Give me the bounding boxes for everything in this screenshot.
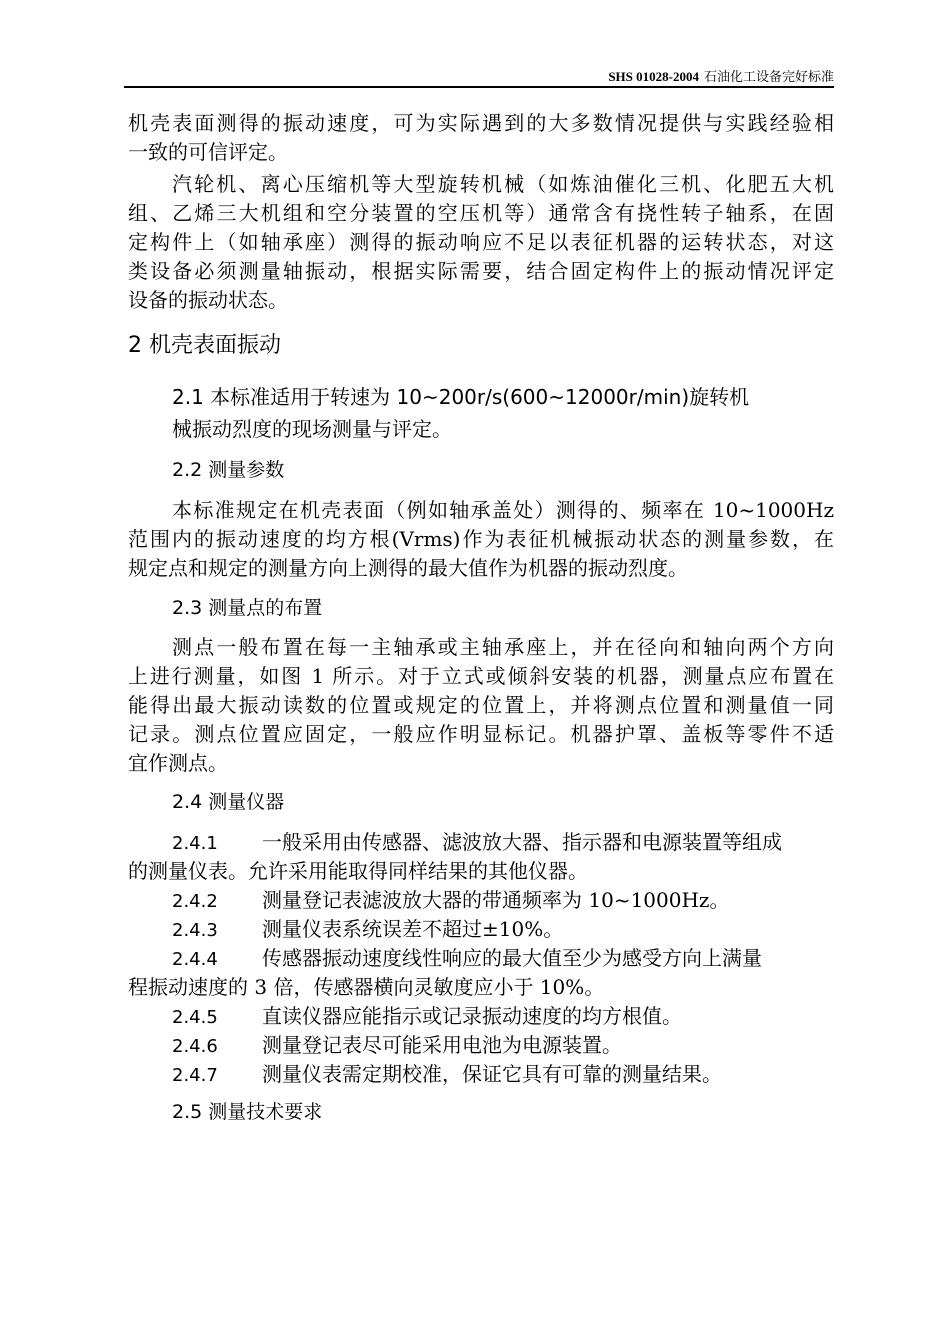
body-line: 组、乙烯三大机组和空分装置的空压机等）通常含有挠性转子轴系，在固 (128, 201, 834, 225)
standard-code: SHS 01028-2004 (608, 69, 699, 84)
subsection-heading-2-2: 2.2 测量参数 (172, 459, 285, 481)
clause-text: 测量仪表系统误差不超过±10%。 (262, 917, 564, 941)
body-line: 本标准规定在机壳表面（例如轴承盖处）测得的、频率在 10~1000Hz (172, 498, 834, 522)
clause-number: 2.4.6 (172, 1036, 218, 1057)
clause-number: 2.4.4 (172, 949, 218, 970)
clause-2-4-3 (172, 915, 834, 945)
clause-text: 直读仪器应能指示或记录振动速度的均方根值。 (262, 1004, 682, 1028)
body-line: 规定点和规定的测量方向上测得的最大值作为机器的振动烈度。 (128, 556, 688, 580)
body-line: 范围内的振动速度的均方根(Vrms)作为表征机械振动状态的测量参数，在 (128, 527, 834, 551)
body-line: 机壳表面测得的振动速度，可为实际遇到的大多数情况提供与实践经验相 (128, 111, 834, 135)
clause-number: 2.4.1 (172, 833, 218, 854)
clause-text: 测量登记表尽可能采用电池为电源装置。 (262, 1033, 622, 1057)
clause-number: 2.4.7 (172, 1065, 218, 1086)
clause-text: 传感器振动速度线性响应的最大值至少为感受方向上满量 (262, 946, 762, 970)
body-line: 宜作测点。 (128, 751, 228, 775)
body-line: 定构件上（如轴承座）测得的振动响应不足以表征机器的运转状态，对这 (128, 230, 834, 254)
body-line: 的测量仪表。允许采用能取得同样结果的其他仪器。 (128, 859, 588, 883)
clause-2-4-5 (172, 1002, 834, 1032)
clause-number: 2.4.3 (172, 920, 218, 941)
body-line: 上进行测量，如图 1 所示。对于立式或倾斜安装的机器，测量点应布置在 (128, 664, 834, 688)
body-line: 汽轮机、离心压缩机等大型旋转机械（如炼油催化三机、化肥五大机 (172, 172, 834, 196)
clause-text: 测量仪表需定期校准，保证它具有可靠的测量结果。 (262, 1062, 722, 1086)
subsection-heading-2-5: 2.5 测量技术要求 (172, 1101, 323, 1123)
clause-2-4-1 (172, 828, 834, 858)
subsection-heading-2-3: 2.3 测量点的布置 (172, 597, 323, 619)
clause-text: 测量登记表滤波放大器的带通频率为 10~1000Hz。 (262, 888, 730, 912)
clause-number: 2.4.2 (172, 891, 218, 912)
clause-text: 一般采用由传感器、滤波放大器、指示器和电源装置等组成 (262, 830, 782, 854)
subsection-heading-2-4: 2.4 测量仪器 (172, 791, 285, 813)
clause-2-1-line: 械振动烈度的现场测量与评定。 (172, 417, 452, 441)
clause-2-4-4 (172, 944, 834, 974)
body-line: 一致的可信评定。 (128, 140, 288, 164)
standard-title: 石油化工设备完好标准 (703, 69, 834, 84)
clause-2-4-7 (172, 1060, 834, 1090)
body-line: 设备的振动状态。 (128, 288, 288, 312)
section-heading-2: 2 机壳表面振动 (128, 333, 281, 358)
header-rule (124, 86, 834, 88)
body-line: 记录。测点位置应固定，一般应作明显标记。机器护罩、盖板等零件不适 (128, 722, 834, 746)
body-line: 测点一般布置在每一主轴承或主轴承座上，并在径向和轴向两个方向 (172, 635, 834, 659)
body-line: 程振动速度的 3 倍，传感器横向灵敏度应小于 10%。 (128, 975, 605, 999)
clause-number: 2.4.5 (172, 1007, 218, 1028)
clause-2-1-line: 2.1 本标准适用于转速为 10~200r/s(600~12000r/min)旋转机 (172, 385, 750, 409)
clause-2-4-6 (172, 1031, 834, 1061)
clause-2-4-2 (172, 886, 834, 916)
body-line: 类设备必须测量轴振动，根据实际需要，结合固定构件上的振动情况评定 (128, 259, 834, 283)
running-header (126, 68, 834, 85)
body-line: 能得出最大振动读数的位置或规定的位置上，并将测点位置和测量值一同 (128, 693, 834, 717)
